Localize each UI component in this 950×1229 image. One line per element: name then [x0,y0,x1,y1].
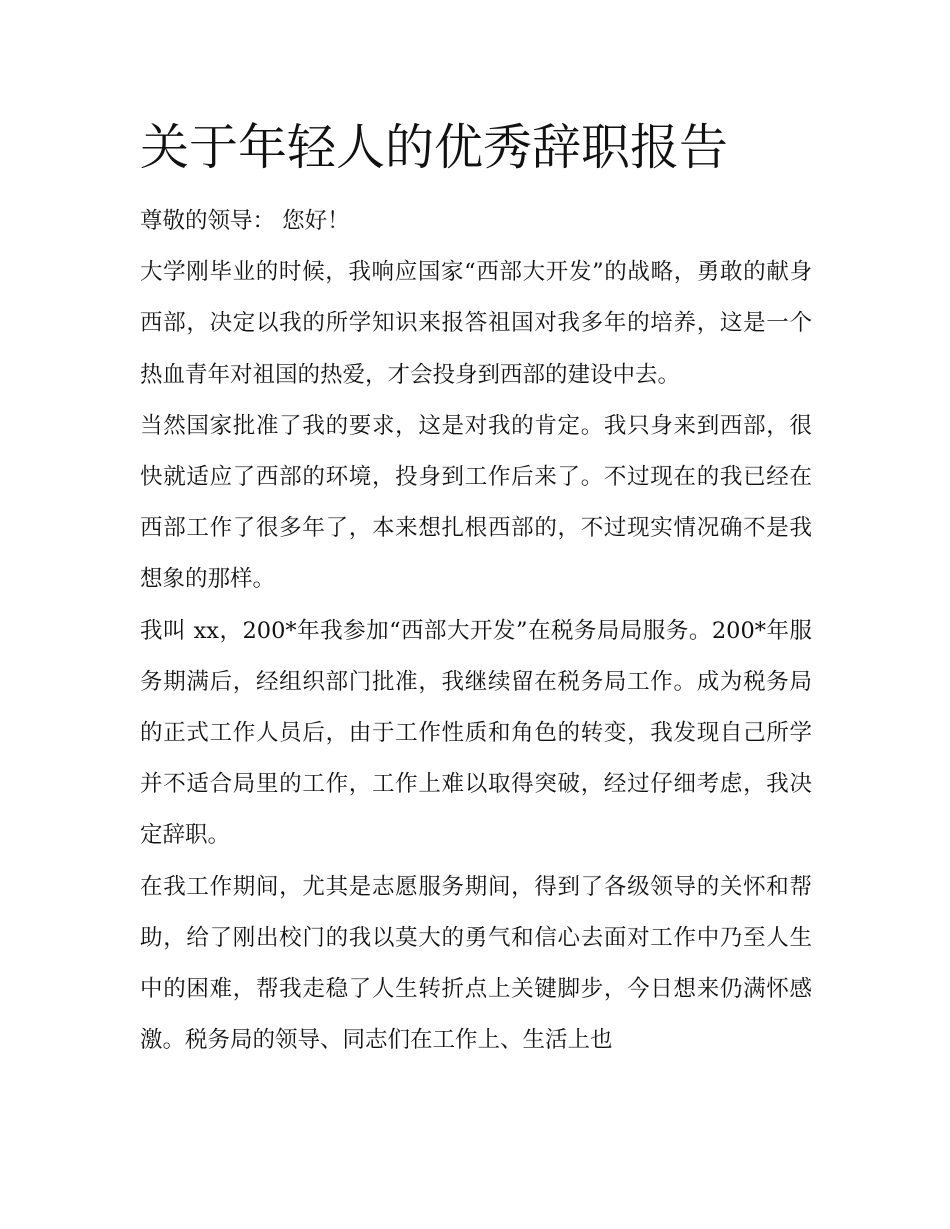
paragraph: 我叫 xx，200*年我参加“西部大开发”在税务局局服务。200*年服务期满后，经组织部门批准，我继续留在税务局工作。成为税务局的正式工作人员后，由于工作性质和角色的转变，我发现自己所学并不适合局里的工作，工作上难以取得突破，经过仔细考虑，我决定辞职。 [140,617,812,849]
document-body [140,196,812,1066]
salutation: 尊敬的领导： 您好！ [140,208,350,234]
paragraph: 大学刚毕业的时候，我响应国家“西部大开发”的战略，勇敢的献身西部，决定以我的所学知识来报答祖国对我多年的培养，这是一个热血青年对祖国的热爱，才会投身到西部的建设中去。 [140,259,812,388]
document-title: 关于年轻人的优秀辞职报告 [140,119,729,176]
paragraph: 当然国家批准了我的要求，这是对我的肯定。我只身来到西部，很快就适应了西部的环境，投身到工作后来了。不过现在的我已经在西部工作了很多年了，本来想扎根西部的，不过现实情况确不是我想象的那样。 [140,412,812,593]
paragraph: 在我工作期间，尤其是志愿服务期间，得到了各级领导的关怀和帮助，给了刚出校门的我以莫大的勇气和信心去面对工作中乃至人生中的困难，帮我走稳了人生转折点上关键脚步，今日想来仍满怀感激。税务局的领导、同志们在工作上、生活上也 [140,873,812,1054]
